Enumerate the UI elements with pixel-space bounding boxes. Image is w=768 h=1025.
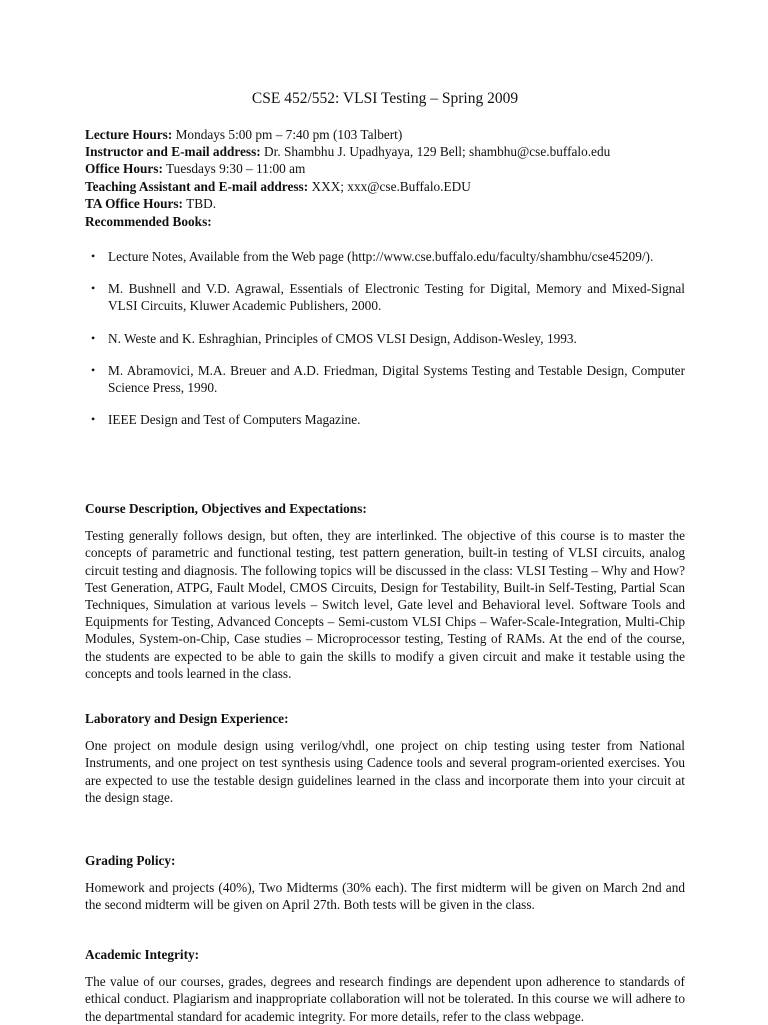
book-text: M. Abramovici, M.A. Breuer and A.D. Friedman, Digital Systems Testing and Testable Design, Computer Science Press, 1990. [108,362,685,396]
info-ta-office-hours [85,195,685,212]
section-heading: Academic Integrity: [85,947,200,962]
section-grading [85,852,685,914]
section-course-description [85,500,685,682]
section-body: The value of our courses, grades, degrees and research findings are dependent upon adherence to standards of ethical conduct. Plagiarism and inappropriate collaboration will not be tolerated. In this course we will adhere to the departmental standard for academic integrity. For more details, refer to the class webpage. [85,974,685,1024]
info-label: TA Office Hours: [85,195,183,211]
book-item [85,280,685,314]
section-laboratory [85,710,685,806]
book-item [85,362,685,396]
course-info [85,126,685,212]
info-instructor [85,143,685,160]
info-label: Instructor and E-mail address: [85,144,261,160]
info-value: Mondays 5:00 pm – 7:40 pm (103 Talbert) [175,127,403,142]
section-body: One project on module design using verilog/vhdl, one project on chip testing using tester from National Instruments, and one project on test synthesis using Cadence tools and several program-oriented exercises. You are expected to use the testable design guidelines learned in the class and incorporate them into your circuit at the design stage. [85,738,685,805]
document-title: CSE 452/552: VLSI Testing – Spring 2009 [251,90,519,107]
info-office-hours [85,160,685,177]
book-text: M. Bushnell and V.D. Agrawal, Essentials of Electronic Testing for Digital, Memory and Mixed-Signal VLSI Circuits, Kluwer Academic Publishers, 2000. [108,281,685,314]
info-label: Office Hours: [85,161,163,177]
section-heading: Grading Policy: [85,853,176,868]
book-item [85,248,685,265]
section-body: Homework and projects (40%), Two Midterms (30% each). The first midterm will be given on March 2nd and the second midterm will be given on April 27th. Both tests will be given in the class. [85,880,685,913]
book-text: N. Weste and K. Eshraghian, Principles of CMOS VLSI Design, Addison-Wesley, 1993. [108,330,577,346]
info-value: Tuesdays 9:30 – 11:00 am [166,161,306,177]
section-body: Testing generally follows design, but often, they are interlinked. The objective of this course is to master the concepts of parametric and functional testing, test pattern generation, built-in testing of VLSI circuits, analog circuit testing and diagnosis. The following topics will be discussed in the class: VLSI Testing – Why and How? Test Generation, ATPG, Fault Model, CMOS Circuits, Design for Testability, Built-in Self-Testing, Partial Scan Techniques, Simulation at various levels – Switch level, Gate level and Behavioral level. Software Tools and Equipments for Testing, Advanced Concepts – Semi-custom VLSI Chips – Wafer-Scale-Integration, Multi-Chip Modules, System-on-Chip, Case studies – Microprocessor testing, Testing of RAMs. At the end of the course, the students are expected to be able to gain the skills to modify a given circuit and make it testable using the concepts and tools learned in the class. [85,528,685,681]
info-value: Dr. Shambhu J. Upadhyaya, 129 Bell; shambhu@cse.buffalo.edu [264,144,611,160]
info-value: TBD. [186,195,217,211]
book-list [85,248,685,443]
book-text: Lecture Notes, Available from the Web page (http://www.cse.buffalo.edu/faculty/shambhu/cse45209/). [108,249,654,264]
bullet-icon: • [91,412,96,427]
book-item [85,411,685,428]
info-value: XXX; xxx@cse.Buffalo.EDU [311,178,471,194]
section-heading: Laboratory and Design Experience: [85,711,289,726]
book-text: IEEE Design and Test of Computers Magazine. [108,412,361,428]
bullet-icon: • [91,249,96,263]
section-academic-integrity [85,946,685,1025]
info-label: Lecture Hours: [85,127,173,142]
book-item [85,330,685,347]
bullet-icon: • [91,330,96,345]
info-teaching-assistant [85,178,685,195]
section-heading: Course Description, Objectives and Expectations: [85,501,367,516]
info-lecture-hours [85,126,685,143]
books-heading: Recommended Books: [85,214,212,229]
bullet-icon: • [91,281,96,296]
info-label: Teaching Assistant and E-mail address: [85,178,309,194]
bullet-icon: • [91,362,96,377]
